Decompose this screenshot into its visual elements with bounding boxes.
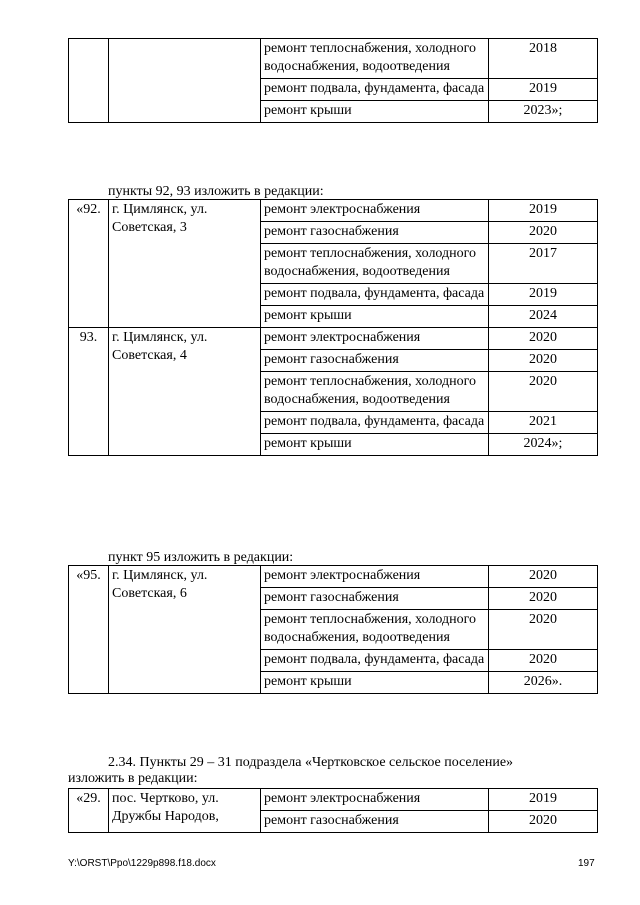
- address-cell: г. Цимлянск, ул. Советская, 3: [109, 200, 261, 328]
- work-cell: ремонт подвала, фундамента, фасада: [261, 79, 489, 101]
- section-heading-2-34: 2.34. Пункты 29 – 31 подраздела «Чертковское сельское поселение»: [108, 755, 514, 770]
- work-cell: ремонт крыши: [261, 101, 489, 123]
- year-cell: 2020: [489, 328, 598, 350]
- year-cell: 2023»;: [489, 101, 598, 123]
- item-number: «92.: [69, 200, 109, 328]
- year-cell: 2020: [489, 350, 598, 372]
- table-row: [69, 566, 598, 588]
- item-number: «95.: [69, 566, 109, 694]
- year-cell: 2020: [489, 610, 598, 650]
- year-cell: 2017: [489, 244, 598, 284]
- year-cell: 2024: [489, 306, 598, 328]
- address-cell: г. Цимлянск, ул. Советская, 6: [109, 566, 261, 694]
- work-cell: ремонт газоснабжения: [261, 588, 489, 610]
- work-cell: ремонт газоснабжения: [261, 350, 489, 372]
- item-number: 93.: [69, 328, 109, 456]
- work-cell: ремонт крыши: [261, 672, 489, 694]
- table-row: [69, 39, 598, 79]
- works-table-continuation: [68, 38, 598, 123]
- address-cell: г. Цимлянск, ул. Советская, 4: [109, 328, 261, 456]
- work-cell: ремонт теплоснабжения, холодного водоснабжения, водоотведения: [261, 372, 489, 412]
- year-cell: 2020: [489, 650, 598, 672]
- work-cell: ремонт электроснабжения: [261, 789, 489, 811]
- work-cell: ремонт подвала, фундамента, фасада: [261, 650, 489, 672]
- year-cell: 2020: [489, 222, 598, 244]
- work-cell: ремонт крыши: [261, 306, 489, 328]
- item-number: [69, 39, 109, 123]
- year-cell: 2020: [489, 811, 598, 833]
- year-cell: 2024»;: [489, 434, 598, 456]
- table-row: [69, 789, 598, 811]
- intro-items-92-93: пункты 92, 93 изложить в редакции:: [108, 184, 324, 199]
- work-cell: ремонт теплоснабжения, холодного водоснабжения, водоотведения: [261, 244, 489, 284]
- address-cell: [109, 39, 261, 123]
- works-table-item-95: [68, 565, 598, 694]
- footer-file-path: Y:\ORST\Ppo\1229p898.f18.docx: [68, 858, 216, 869]
- work-cell: ремонт подвала, фундамента, фасада: [261, 284, 489, 306]
- works-table-items-92-93: [68, 199, 598, 456]
- table-row: [69, 328, 598, 350]
- work-cell: ремонт теплоснабжения, холодного водоснабжения, водоотведения: [261, 610, 489, 650]
- work-cell: ремонт электроснабжения: [261, 328, 489, 350]
- work-cell: ремонт газоснабжения: [261, 811, 489, 833]
- year-cell: 2018: [489, 39, 598, 79]
- year-cell: 2026».: [489, 672, 598, 694]
- page-number: 197: [578, 858, 595, 869]
- year-cell: 2020: [489, 566, 598, 588]
- work-cell: ремонт крыши: [261, 434, 489, 456]
- year-cell: 2020: [489, 372, 598, 412]
- item-number: «29.: [69, 789, 109, 833]
- table-row: [69, 200, 598, 222]
- intro-item-95: пункт 95 изложить в редакции:: [108, 550, 294, 565]
- year-cell: 2019: [489, 284, 598, 306]
- year-cell: 2019: [489, 789, 598, 811]
- work-cell: ремонт теплоснабжения, холодного водоснабжения, водоотведения: [261, 39, 489, 79]
- year-cell: 2019: [489, 79, 598, 101]
- section-heading-2-34-cont: изложить в редакции:: [68, 771, 198, 786]
- year-cell: 2021: [489, 412, 598, 434]
- works-table-chertkovo: [68, 788, 598, 833]
- address-cell: пос. Чертково, ул. Дружбы Народов,: [109, 789, 261, 833]
- work-cell: ремонт электроснабжения: [261, 200, 489, 222]
- work-cell: ремонт электроснабжения: [261, 566, 489, 588]
- work-cell: ремонт подвала, фундамента, фасада: [261, 412, 489, 434]
- work-cell: ремонт газоснабжения: [261, 222, 489, 244]
- year-cell: 2019: [489, 200, 598, 222]
- year-cell: 2020: [489, 588, 598, 610]
